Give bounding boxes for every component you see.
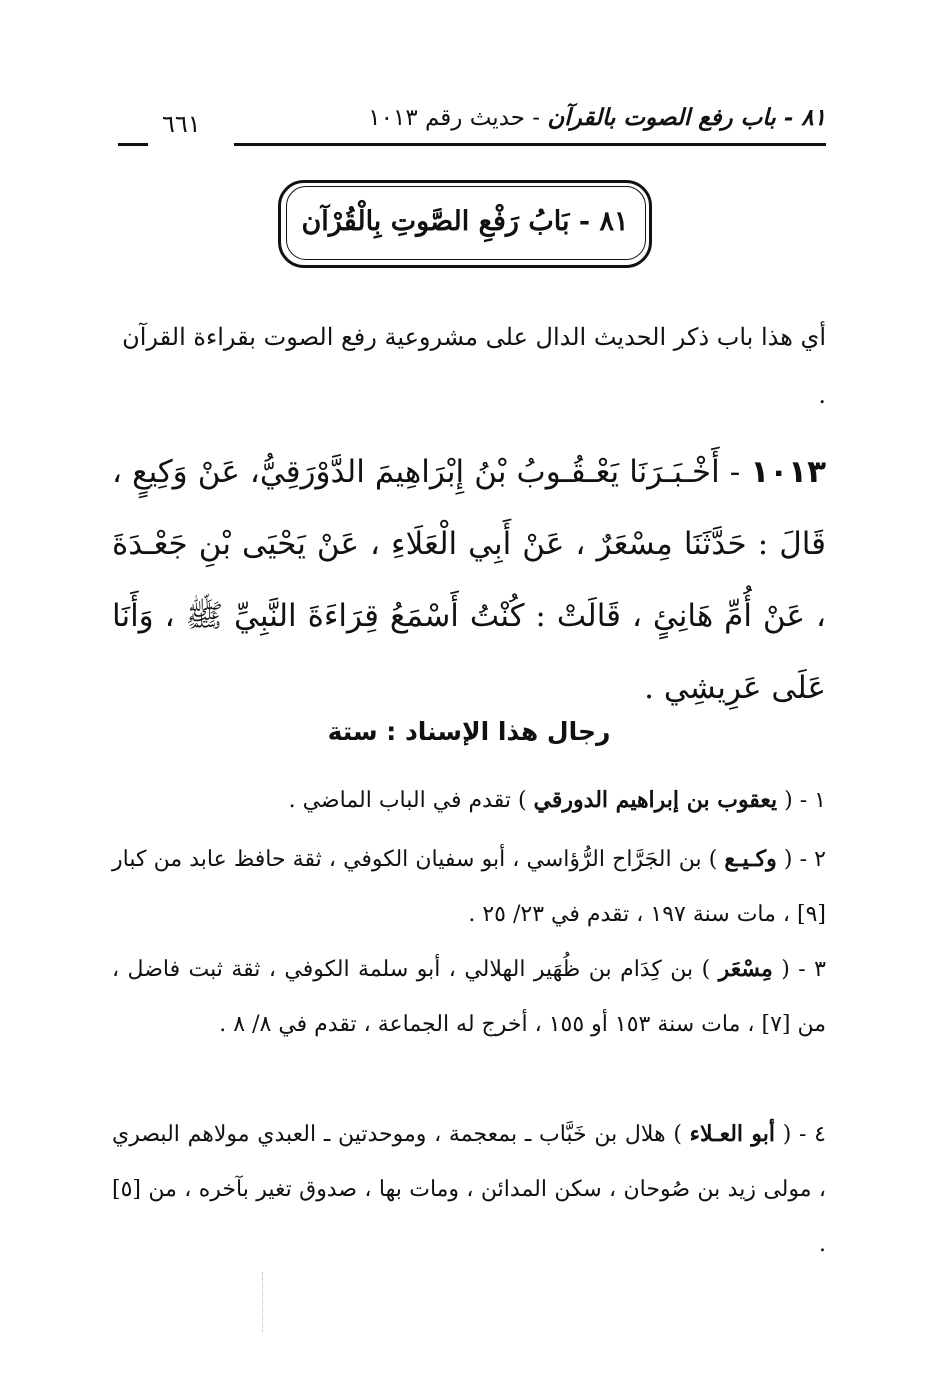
narrator-name: مِسْعَر <box>718 956 773 982</box>
header-chapter-label: ٨١ - باب رفع الصوت بالقرآن <box>547 104 826 131</box>
section-heading: رجال هذا الإسناد : ستة <box>327 717 611 746</box>
narrator-prefix: ١ - ( <box>777 788 826 813</box>
narrator-details: ) بن كِدَام بن ظُهَير الهلالي ، أبو سلمة الكوفي ، ثقة ثبت فاضل ، من [٧] ، مات سنة ١٥٣ أو ١٥٥ ، أخرج له الجماعة ، تقدم في ٨/ ٨ . <box>112 957 826 1037</box>
running-header <box>118 96 826 146</box>
header-rule <box>234 143 826 146</box>
narrator-entry <box>112 1107 826 1272</box>
narrator-details: ) تقدم في الباب الماضي . <box>288 788 534 813</box>
header-hadith-ref: - حديث رقم ١٠١٣ <box>368 105 548 131</box>
narrator-name: أبو العـلاء <box>689 1121 775 1147</box>
narrator-entry <box>112 773 826 828</box>
narrator-entry <box>112 942 826 1052</box>
narrator-details: ) هلال بن خَبَّاب ـ بمعجمة ، وموحدتين ـ العبدي مولاهم البصري ، مولى زيد بن صُوحان ، سكن المدائن ، ومات بها ، صدوق تغير بآخره ، من [٥] . <box>112 1122 826 1257</box>
narrator-entry <box>112 832 826 942</box>
narrator-prefix: ٤ - ( <box>775 1122 826 1147</box>
hadith-body: - أَخْـبَـرَنَا يَعْـقُـوبُ بْنُ إِبْرَاهِيمَ الدَّوْرَقِيُّ، عَنْ وَكِيعٍ ، قَالَ : حَدَّثَنَا مِسْعَرٌ ، عَنْ أَبِي الْعَلَاءِ ، عَنْ يَحْيَى بْنِ جَعْـدَةَ ، عَنْ أُمِّ هَانِئٍ ، قَالَتْ : كُنْتُ أَسْمَعُ قِرَاءَةَ النَّبِيِّ ﷺ ، وَأَنَا عَلَى عَرِيشِي . <box>112 454 826 706</box>
header-title <box>368 104 826 131</box>
chapter-title: ٨١ - بَابُ رَفْعِ الصَّوتِ بِالْقُرْآن <box>301 206 629 237</box>
intro-paragraph: أي هذا باب ذكر الحديث الدال على مشروعية رفع الصوت بقراءة القرآن . <box>122 323 826 409</box>
hadith-number: ١٠١٣ <box>750 454 826 490</box>
narrator-name: يعقوب بن إبراهيم الدورقي <box>533 787 778 813</box>
narrator-prefix: ٢ - ( <box>776 847 826 872</box>
page-number: ٦٦١ <box>162 110 201 138</box>
header-dash <box>118 143 148 146</box>
scan-artifact <box>262 1272 264 1332</box>
hadith-text <box>112 436 826 724</box>
narrator-prefix: ٣ - ( <box>772 957 826 982</box>
narrator-details: ) بن الجَرَّاح الرُّؤاسي ، أبو سفيان الكوفي ، ثقة حافظ عابد من كبار [٩] ، مات سنة ١٩٧ ، تقدم في ٢٣/ ٢٥ . <box>112 847 826 927</box>
narrator-name: وكـيـع <box>724 846 777 872</box>
chapter-title-box <box>278 180 652 268</box>
